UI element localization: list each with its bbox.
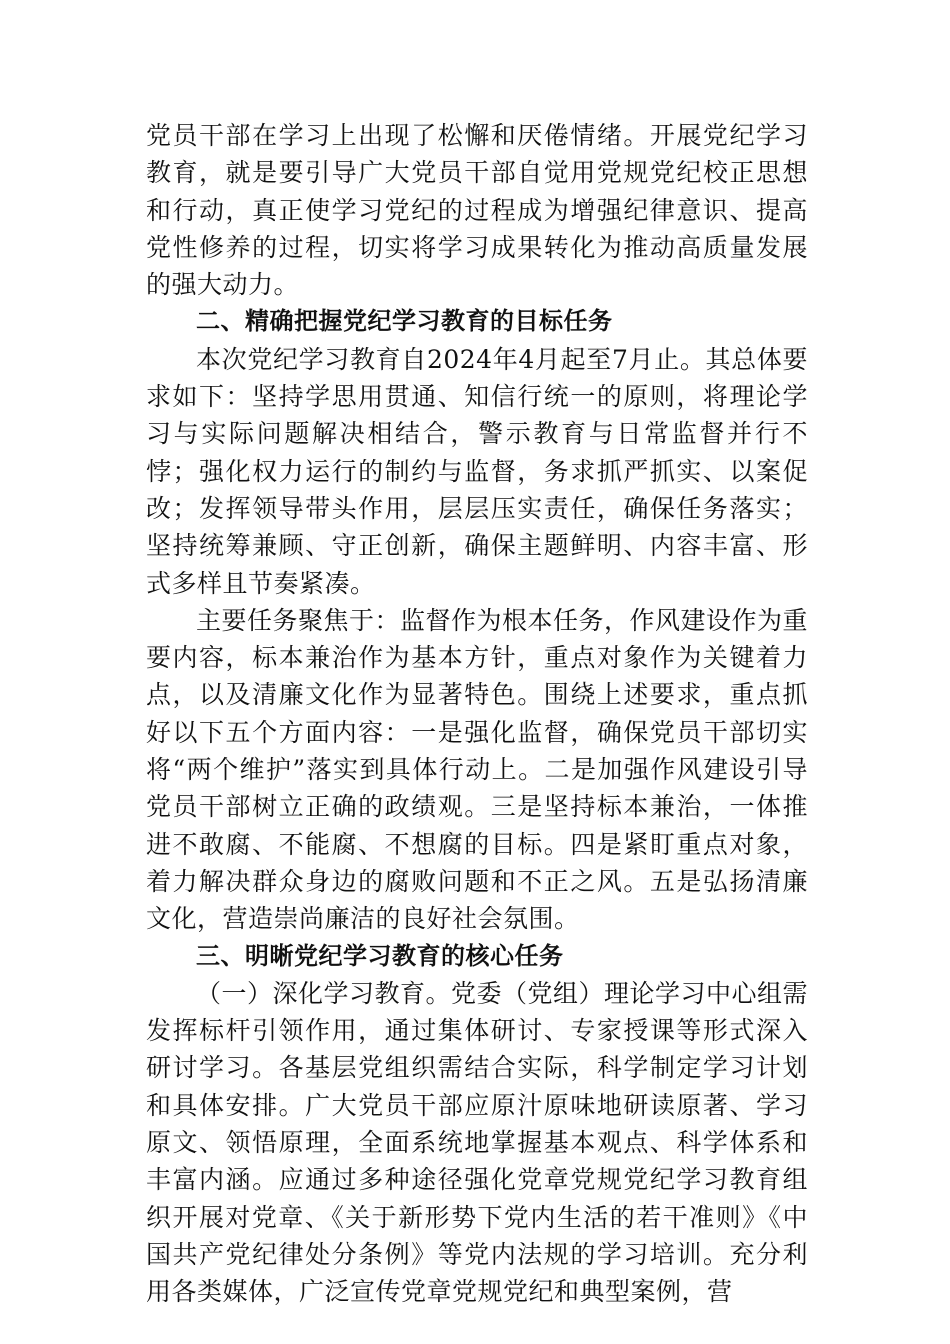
paragraph-deepen-study: （一）深化学习教育。党委（党组）理论学习中心组需发挥标杆引领作用，通过集体研讨、专家授课等形式深入研讨学习。各基层党组织需结合实际，科学制定学习计划和具体安排。广大党员干部应原汁原味地研读原著、学习原文、领悟原理，全面系统地掌握基本观点、科学体系和丰富内涵。应通过多种途径强化党章党规党纪学习教育组织开展对党章、《关于新形势下党内生活的若干准则》《中国共产党纪律处分条例》等党内法规的学习培训。充分利用各类媒体，广泛宣传党章党规党纪和典型案例，营 — [146, 978, 809, 1307]
section-heading-3: 三、明晰党纪学习教育的核心任务 — [196, 941, 564, 970]
document-body — [146, 117, 808, 1311]
paragraph-overall-requirements: 本次党纪学习教育自2024年4月起至7月止。其总体要求如下：坚持学思用贯通、知信行统一的原则，将理论学习与实际问题解决相结合，警示教育与日常监督并行不悖；强化权力运行的制约与监督，务求抓严抓实、以案促改；发挥领导带头作用，层层压实责任，确保任务落实；坚持统筹兼顾、守正创新，确保主题鲜明、内容丰富、形式多样且节奏紧凑。 — [146, 344, 808, 598]
paragraph-continuation: 党员干部在学习上出现了松懈和厌倦情绪。开展党纪学习教育，就是要引导广大党员干部自觉用党规党纪校正思想和行动，真正使学习党纪的过程成为增强纪律意识、提高党性修养的过程，切实将学习成果转化为推动高质量发展的强大动力。 — [146, 121, 808, 300]
paragraph-main-tasks: 主要任务聚焦于：监督作为根本任务，作风建设作为重要内容，标本兼治作为基本方针，重点对象作为关键着力点，以及清廉文化作为显著特色。围绕上述要求，重点抓好以下五个方面内容：一是强化监督，确保党员干部切实将“两个维护”落实到具体行动上。二是加强作风建设引导党员干部树立正确的政绩观。三是坚持标本兼治，一体推进不敢腐、不能腐、不想腐的目标。四是紧盯重点对象，着力解决群众身边的腐败问题和不正之风。五是弘扬清廉文化，营造崇尚廉洁的良好社会氛围。 — [146, 605, 809, 934]
section-heading-2: 二、精确把握党纪学习教育的目标任务 — [196, 307, 613, 336]
